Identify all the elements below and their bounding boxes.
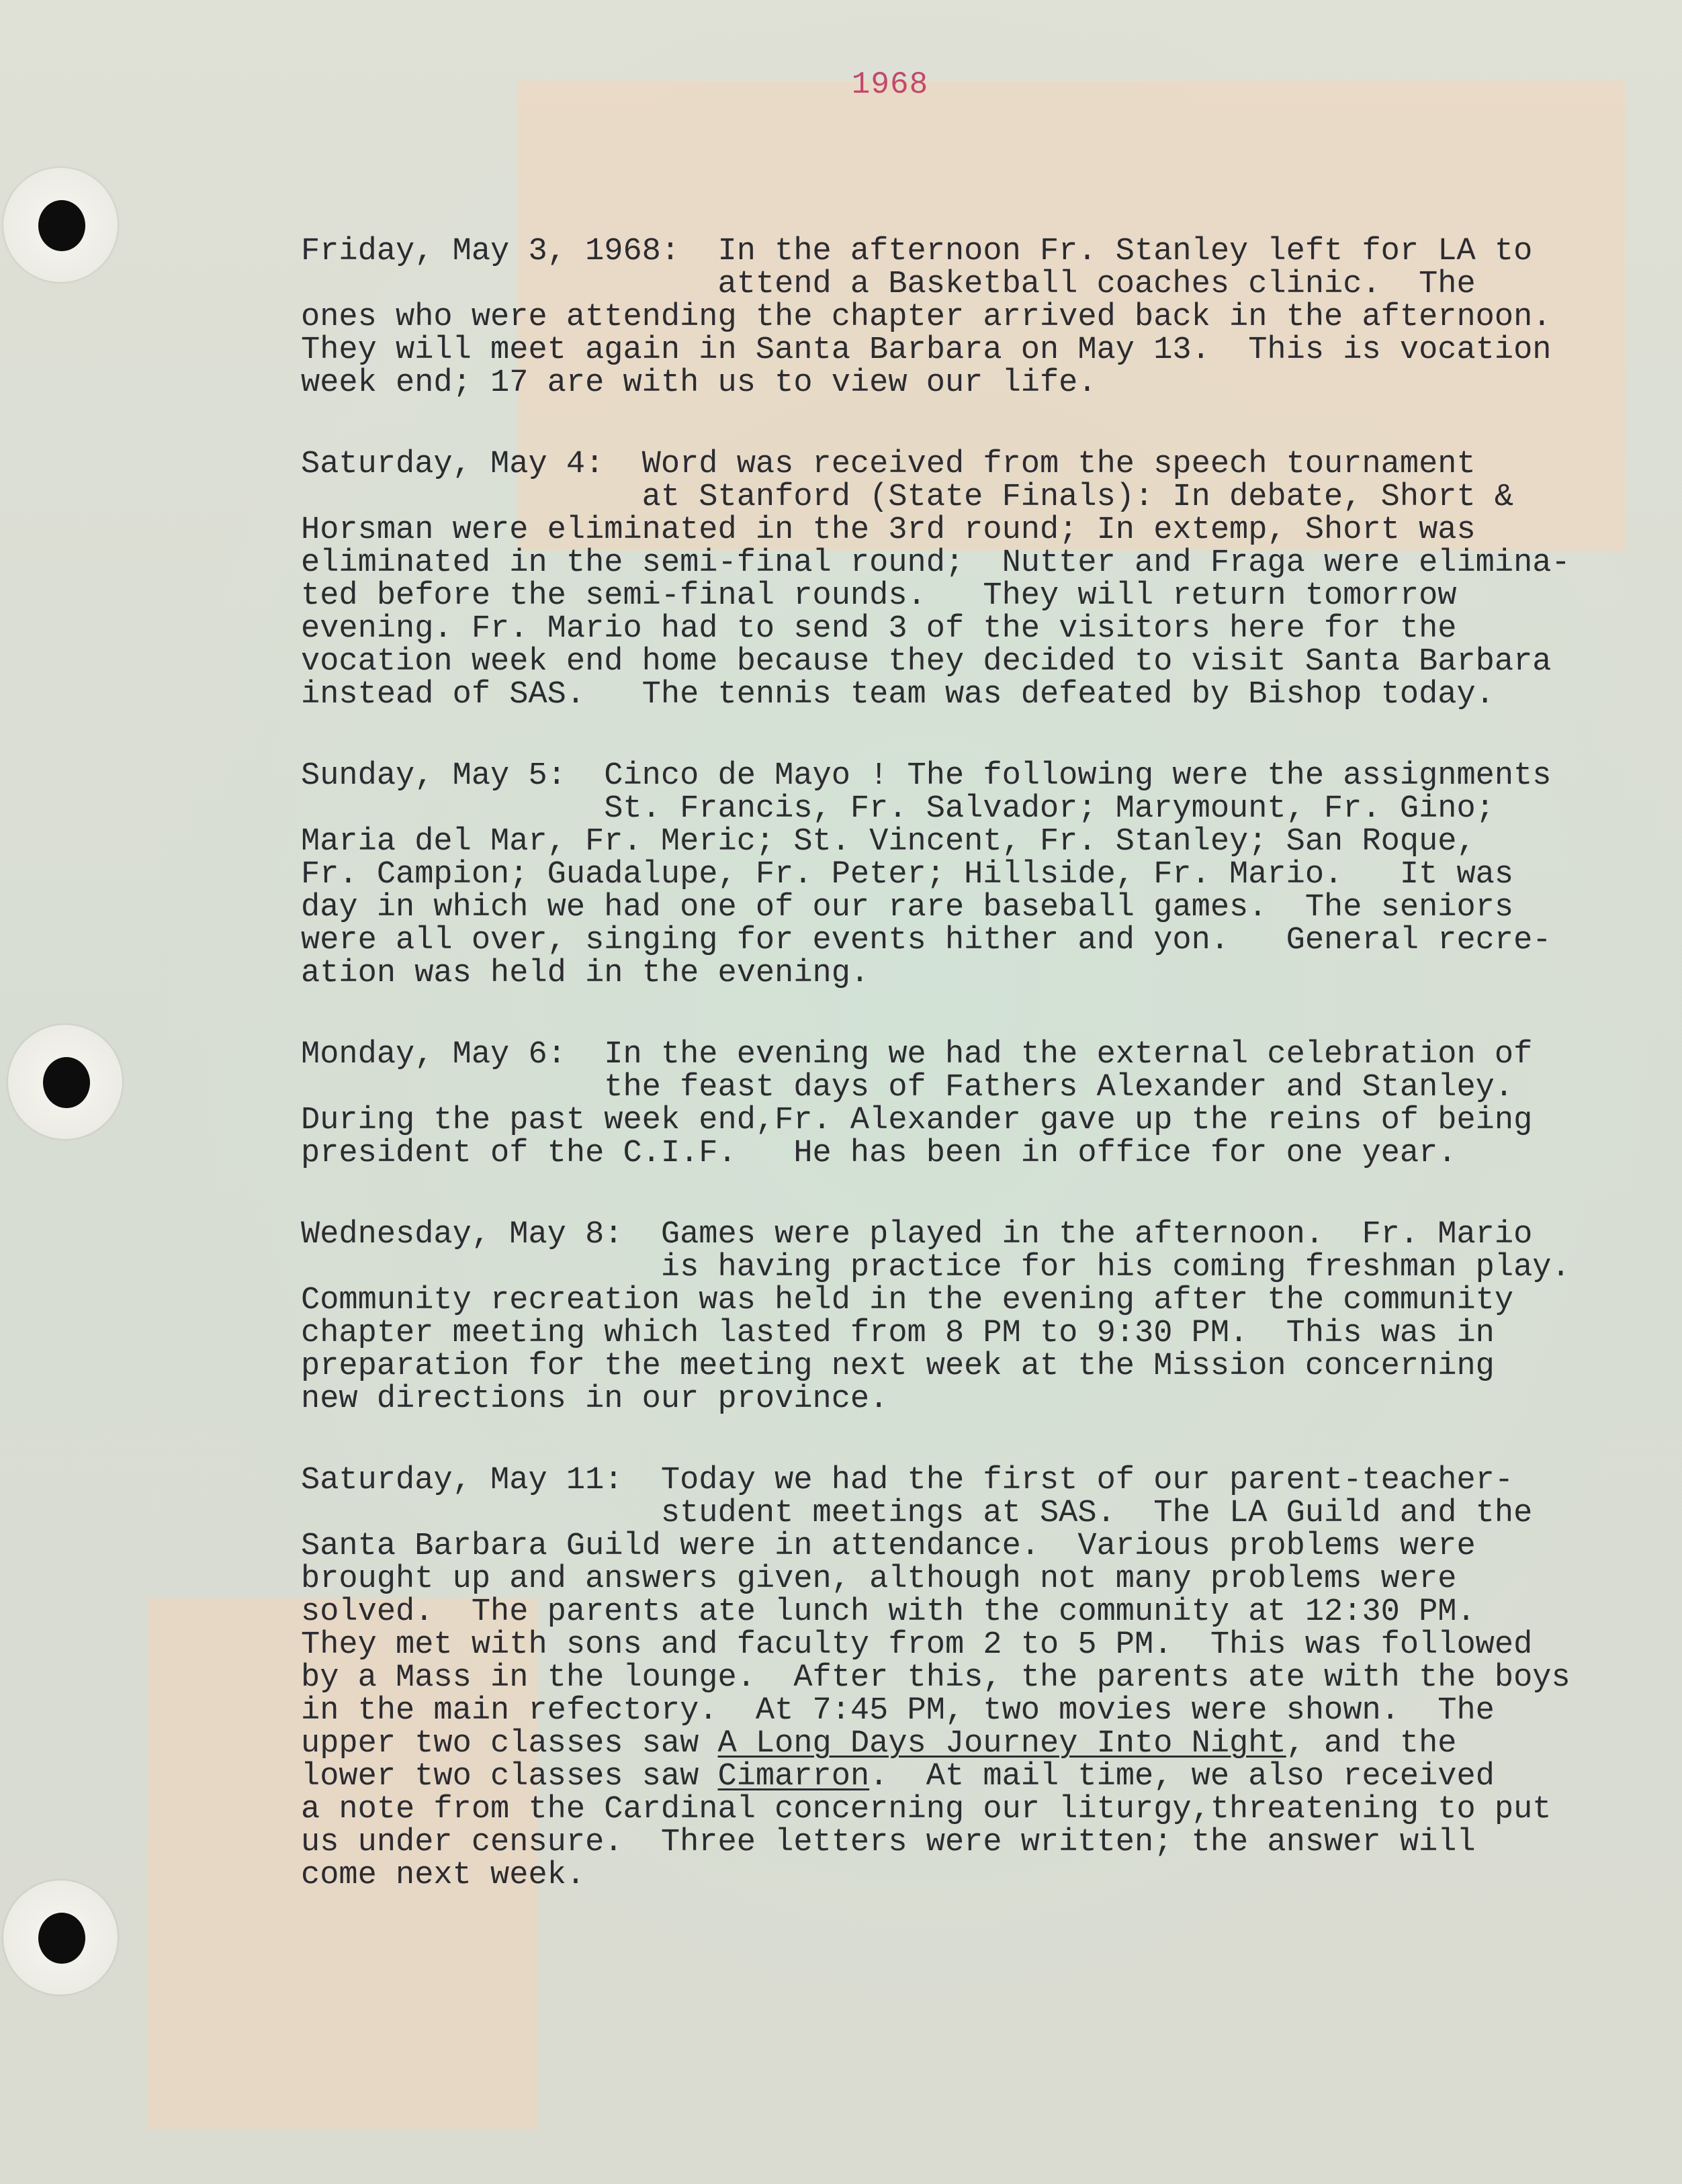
punch-hole-top xyxy=(3,168,118,282)
entry-line-with-title xyxy=(301,1727,1678,1760)
entry-line: the feast days of Fathers Alexander and Stanley. xyxy=(301,1070,1514,1105)
entry-line: Friday, May 3, 1968: In the afternoon Fr. Stanley left for LA to xyxy=(301,234,1533,269)
entry-line: at Stanford (State Finals): In debate, Short & xyxy=(301,480,1514,515)
entry-line: come next week. xyxy=(301,1858,586,1893)
entry-sunday-may-5 xyxy=(301,760,1678,990)
entry-line: Saturday, May 11: Today we had the first of our parent-teacher- xyxy=(301,1463,1514,1498)
punch-hole-middle xyxy=(8,1025,122,1139)
line-suffix: , and the xyxy=(1286,1726,1457,1762)
entry-line: St. Francis, Fr. Salvador; Marymount, Fr. Gino; xyxy=(301,791,1495,827)
entry-line: Fr. Campion; Guadalupe, Fr. Peter; Hillside, Fr. Mario. It was xyxy=(301,857,1514,893)
entry-line: Maria del Mar, Fr. Meric; St. Vincent, Fr. Stanley; San Roque, xyxy=(301,824,1476,860)
punch-hole-bottom xyxy=(3,1880,118,1995)
entry-line: is having practice for his coming freshman play. xyxy=(301,1250,1570,1285)
entry-wednesday-may-8 xyxy=(301,1218,1678,1416)
entry-line: Community recreation was held in the evening after the community xyxy=(301,1283,1514,1318)
entry-line: attend a Basketball coaches clinic. The xyxy=(301,267,1476,302)
entry-line: us under censure. Three letters were written; the answer will xyxy=(301,1825,1476,1860)
entry-line: day in which we had one of our rare baseball games. The seniors xyxy=(301,890,1514,925)
entry-line: instead of SAS. The tennis team was defeated by Bishop today. xyxy=(301,677,1495,713)
entry-line: student meetings at SAS. The LA Guild and the xyxy=(301,1496,1533,1531)
entry-line: Santa Barbara Guild were in attendance. Various problems were xyxy=(301,1529,1476,1564)
entry-line: were all over, singing for events hither and yon. General recre- xyxy=(301,923,1552,958)
entry-line: ted before the semi-final rounds. They will return tomorrow xyxy=(301,578,1457,614)
entry-line: eliminated in the semi-final round; Nutter and Fraga were elimina- xyxy=(301,545,1570,581)
entry-line: ones who were attending the chapter arrived back in the afternoon. xyxy=(301,300,1552,335)
line-suffix: . At mail time, we also received xyxy=(869,1759,1495,1794)
entry-line: Wednesday, May 8: Games were played in the afternoon. Fr. Mario xyxy=(301,1217,1533,1253)
entry-line: Horsman were eliminated in the 3rd round; In extemp, Short was xyxy=(301,512,1476,548)
entry-line: Monday, May 6: In the evening we had the external celebration of xyxy=(301,1037,1533,1073)
line-prefix: upper two classes saw xyxy=(301,1726,718,1762)
movie-title: A Long Days Journey Into Night xyxy=(717,1726,1286,1762)
entry-line: by a Mass in the lounge. After this, the parents ate with the boys xyxy=(301,1660,1570,1696)
journal-entries xyxy=(301,235,1678,1940)
entry-line: week end; 17 are with us to view our life. xyxy=(301,365,1097,401)
entry-saturday-may-4 xyxy=(301,448,1678,711)
line-prefix: lower two classes saw xyxy=(301,1759,718,1794)
entry-line: evening. Fr. Mario had to send 3 of the visitors here for the xyxy=(301,611,1457,647)
entry-line: During the past week end,Fr. Alexander gave up the reins of being xyxy=(301,1103,1533,1138)
page-year: 1968 xyxy=(851,67,929,102)
entry-line: a note from the Cardinal concerning our liturgy,threatening to put xyxy=(301,1792,1552,1827)
entry-line-with-title xyxy=(301,1760,1678,1793)
entry-line: president of the C.I.F. He has been in office for one year. xyxy=(301,1136,1457,1171)
entry-monday-may-6 xyxy=(301,1038,1678,1170)
entry-line: They met with sons and faculty from 2 to 5 PM. This was followed xyxy=(301,1627,1533,1663)
entry-line: preparation for the meeting next week at the Mission concerning xyxy=(301,1349,1495,1384)
entry-line: in the main refectory. At 7:45 PM, two movies were shown. The xyxy=(301,1693,1495,1729)
entry-line: brought up and answers given, although not many problems were xyxy=(301,1561,1457,1597)
entry-line: chapter meeting which lasted from 8 PM to 9:30 PM. This was in xyxy=(301,1316,1495,1351)
entry-line: Saturday, May 4: Word was received from the speech tournament xyxy=(301,447,1476,482)
entry-line: They will meet again in Santa Barbara on May 13. This is vocation xyxy=(301,332,1552,368)
entry-line: ation was held in the evening. xyxy=(301,956,870,991)
entry-line: Sunday, May 5: Cinco de Mayo ! The following were the assignments xyxy=(301,758,1552,794)
entry-line: vocation week end home because they decided to visit Santa Barbara xyxy=(301,644,1552,680)
entry-line: solved. The parents ate lunch with the community at 12:30 PM. xyxy=(301,1594,1476,1630)
entry-saturday-may-11 xyxy=(301,1464,1678,1892)
movie-title: Cimarron xyxy=(717,1759,870,1794)
entry-line: new directions in our province. xyxy=(301,1381,889,1417)
entry-friday-may-3 xyxy=(301,235,1678,400)
